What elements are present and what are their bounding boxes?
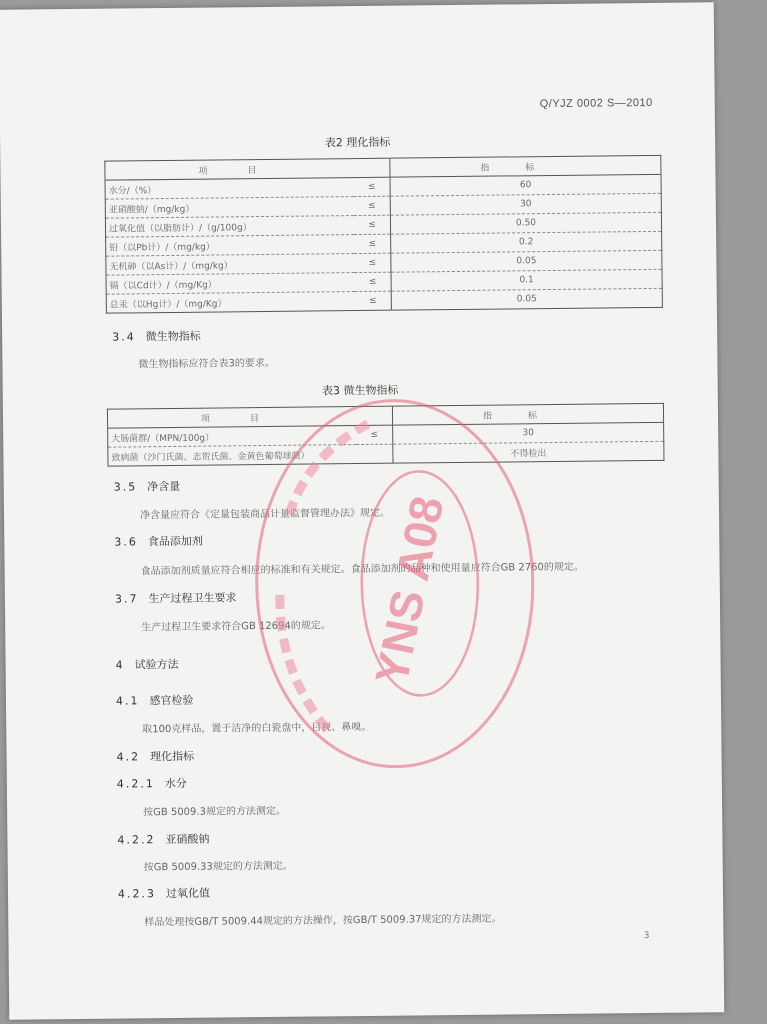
section-title: 试验方法 — [134, 657, 179, 672]
row-value: 30 — [390, 193, 661, 215]
section-4-2-3-text: 样品处理按GB/T 5009.44规定的方法操作，按GB/T 5009.37规定的方法测定。 — [144, 913, 502, 929]
section-title: 过氧化值 — [165, 886, 211, 901]
section-4 — [116, 656, 179, 673]
table3-caption: 表3 微生物指标 — [321, 383, 399, 398]
table3-head-item: 项目 — [107, 406, 392, 428]
stamp-text: YNS A08 — [364, 491, 454, 689]
section-number: 3.4 — [112, 330, 136, 344]
section-3-4-text: 微生物指标应符合表3的要求。 — [138, 357, 275, 371]
section-title: 净含量 — [147, 479, 181, 494]
section-number: 4 — [115, 658, 125, 672]
row-item: 亚硝酸钠/（mg/kg） — [105, 197, 354, 219]
row-value: 60 — [390, 174, 661, 196]
row-value: 0.1 — [391, 269, 662, 291]
row-op: ≤ — [354, 177, 391, 196]
section-4-2-1-text: 按GB 5009.3规定的方法测定。 — [143, 805, 286, 819]
row-value: 30 — [393, 422, 664, 444]
section-4-2-2 — [117, 831, 209, 848]
section-number: 3.5 — [113, 480, 138, 494]
section-4-2-2-text: 按GB 5009.33规定的方法测定。 — [143, 860, 293, 874]
section-number: 4.2.1 — [116, 777, 155, 791]
section-4-2 — [116, 748, 194, 765]
row-op: ≤ — [355, 272, 392, 291]
section-title: 感官检验 — [149, 693, 194, 708]
section-number: 4.1 — [115, 694, 140, 708]
row-item: 水分/（%） — [105, 178, 354, 200]
section-3-5-text: 净含量应符合《定量包装商品计量监督管理办法》规定。 — [139, 507, 391, 522]
table2-head-value: 指标 — [390, 155, 661, 177]
row-value: 0.05 — [391, 288, 662, 310]
page-number: 3 — [643, 931, 650, 942]
row-value: 0.50 — [390, 212, 661, 234]
row-value: 0.05 — [391, 250, 662, 272]
row-item: 镉（以Cd计）/（mg/Kg） — [106, 273, 355, 295]
row-op: ≤ — [354, 196, 391, 215]
section-3-6 — [114, 533, 203, 550]
standard-code: Q/YJZ 0002 S—2010 — [539, 96, 653, 111]
section-title: 亚硝酸钠 — [165, 832, 210, 847]
section-4-2-3 — [118, 885, 210, 902]
section-number: 4.2 — [116, 750, 141, 764]
section-3-7-text: 生产过程卫生要求符合GB 12694的规定。 — [141, 620, 331, 634]
row-value: 不得检出 — [510, 448, 547, 459]
section-number: 3.6 — [114, 535, 138, 549]
section-title: 食品添加剂 — [147, 534, 203, 549]
row-item: 过氧化值（以脂肪计）/（g/100g） — [105, 216, 354, 238]
section-3-7 — [115, 589, 237, 606]
section-title: 生产过程卫生要求 — [148, 591, 237, 606]
row-op: ≤ — [356, 425, 393, 444]
section-4-1 — [116, 692, 194, 709]
row-value: 0.2 — [391, 231, 662, 253]
section-title: 理化指标 — [149, 749, 195, 764]
row-item: 大肠菌群/（MPN/100g） — [108, 426, 357, 448]
section-3-6-text: 食品添加剂质量应符合相应的标准和有关规定。食品添加剂的品种和使用量应符合GB 2760的规定。 — [140, 561, 584, 578]
table2-head-item: 项目 — [105, 158, 390, 180]
row-item: 总汞（以Hg计）/（mg/Kg） — [106, 292, 355, 314]
table3-head-value: 指标 — [392, 403, 663, 425]
section-number: 3.7 — [114, 592, 139, 606]
section-3-5 — [114, 478, 181, 495]
document-page — [0, 2, 724, 1019]
table2 — [104, 155, 663, 314]
section-3-4 — [112, 328, 201, 345]
section-4-1-text: 取100克样品，置于洁净的白瓷盘中，目视、鼻嗅。 — [142, 721, 372, 736]
row-item: 铅（以Pb计）/（mg/kg） — [106, 235, 355, 257]
row-op: ≤ — [354, 215, 391, 234]
row-item: 无机砷（以As计）/（mg/kg） — [106, 254, 355, 276]
table2-caption: 表2 理化指标 — [324, 135, 391, 150]
section-title: 微生物指标 — [145, 329, 201, 344]
section-number: 4.2.3 — [117, 887, 157, 901]
section-4-2-1 — [117, 775, 187, 792]
row-op: ≤ — [354, 253, 391, 272]
row-op: ≤ — [355, 291, 392, 310]
section-title: 水分 — [164, 776, 187, 791]
table3 — [107, 403, 665, 467]
row-op: ≤ — [354, 234, 391, 253]
row-item: 致病菌（沙门氏菌、志贺氏菌、金黄色葡萄球菌） — [108, 444, 393, 466]
section-number: 4.2.2 — [117, 833, 156, 847]
